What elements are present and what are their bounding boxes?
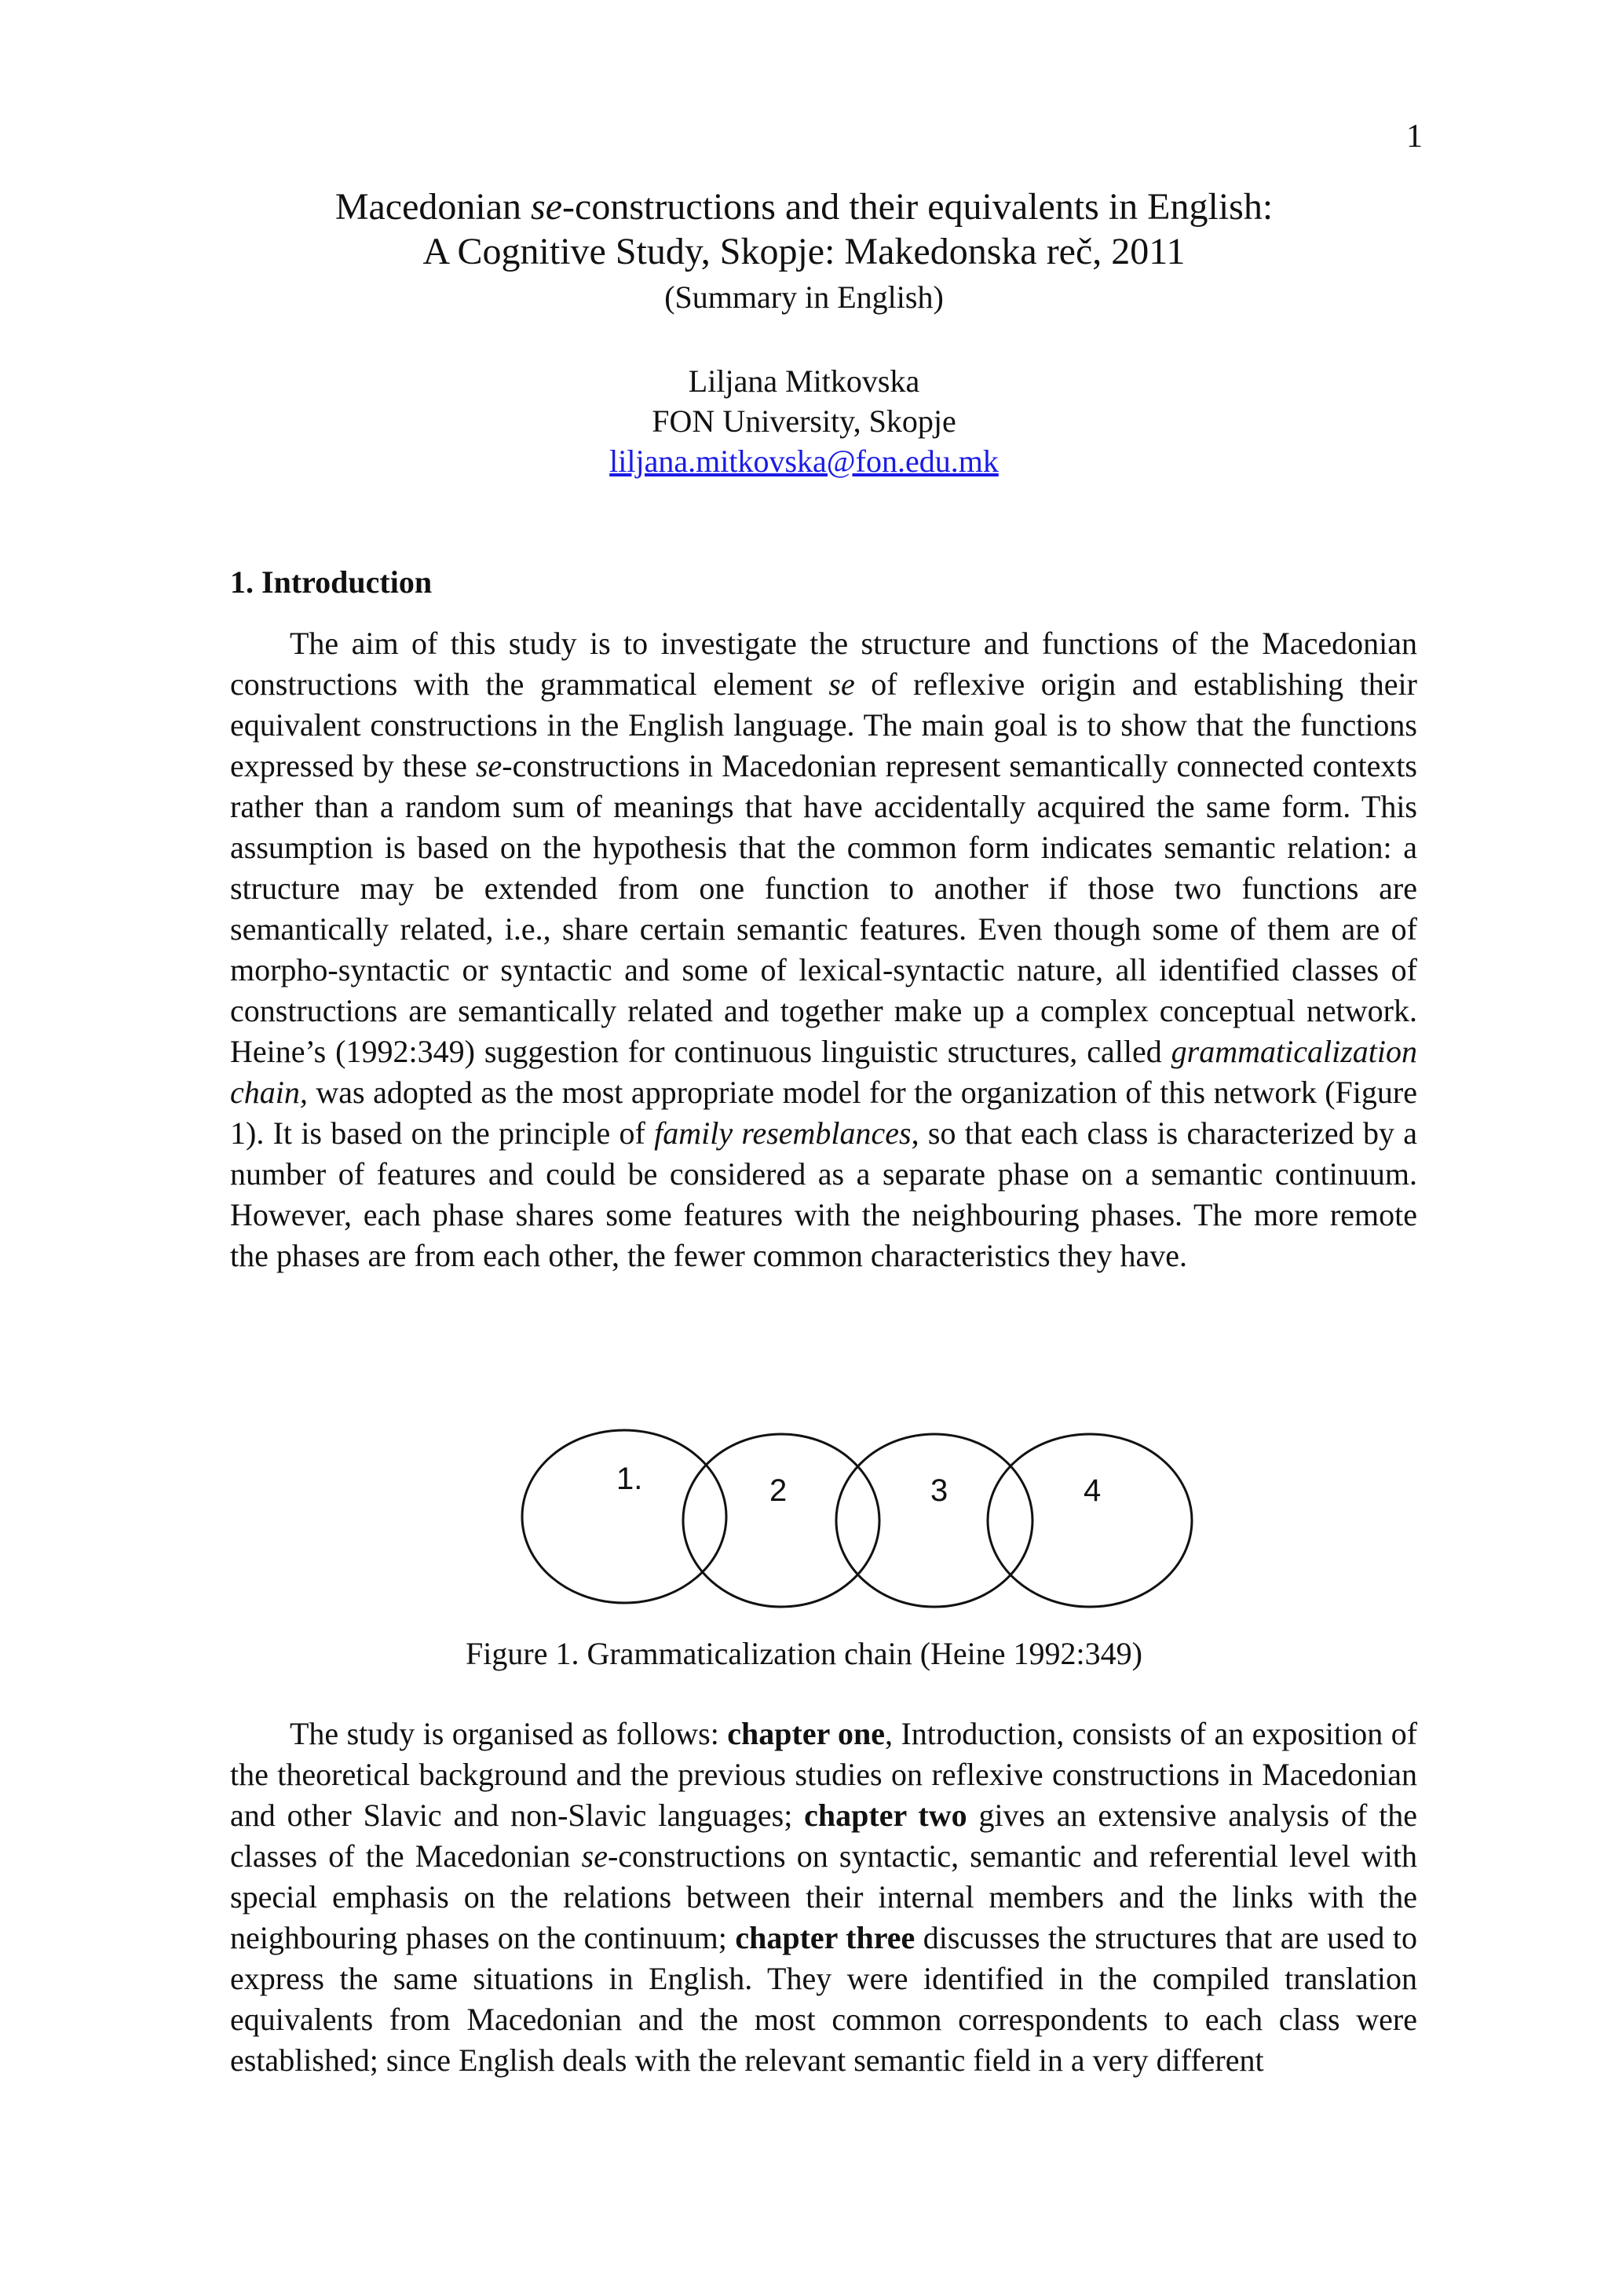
intro-text: , so that each class is characterized by a number of features and could be considered as a separate phase on a semantic continuum. However, each phase shares some features with the neighbouring phases. The more remote the phases are from each other, the fewer common characteristics they have.: [230, 1115, 1417, 1273]
author-email-link[interactable]: liljana.mitkovska@fon.edu.mk: [609, 444, 999, 479]
study-italic: se: [581, 1838, 608, 1874]
study-text: , Introduction, consists of an exposition of the theoretical background and the previous studies on reflexive constructions in Macedonian and other Slavic and non-Slavic languages;: [230, 1716, 1418, 1833]
study-bold: chapter three: [735, 1920, 915, 1955]
chain-circle-3: [836, 1434, 1032, 1607]
intro-text: was adopted as the most appropriate model for the organization of this network (Figure 1). It is based on the principle of: [230, 1075, 1417, 1151]
study-text: -constructions on syntactic, semantic and referential level with special emphasis on the relations between their internal members and the links with the neighbouring phases on the continuum;: [230, 1838, 1417, 1955]
paper-subtitle: (Summary in English): [664, 279, 944, 315]
title-line-1: [0, 184, 1608, 229]
author-block: [0, 361, 1608, 481]
chain-circle-4: [988, 1434, 1192, 1607]
study-text: gives an extensive analysis of the classes of the Macedonian: [230, 1798, 1418, 1874]
paper-title: [0, 184, 1608, 274]
chain-label-2: 2: [769, 1473, 788, 1508]
intro-italic: family resemblances: [654, 1115, 912, 1151]
page-number: 1: [1406, 119, 1423, 155]
author-affiliation: FON University, Skopje: [652, 403, 956, 439]
title-italic-se: se: [531, 186, 563, 228]
study-text: discusses the structures that are used to express the same situations in English. They were identified in the compiled translation equivalents from Macedonian and the most common correspondents to each class were established; since English deals with the relevant semantic field in a very different: [230, 1920, 1417, 2078]
intro-text: The aim of this study is to investigate the structure and functions of the Macedonian constructions with the grammatical element: [230, 626, 1417, 702]
title-text: -constructions and their equivalents in English:: [562, 186, 1274, 228]
intro-text: of reflexive origin and establishing their equivalent constructions in the English language. The main goal is to show that the functions expressed by these: [230, 666, 1417, 783]
study-text: The study is organised as follows:: [290, 1716, 728, 1751]
grammaticalization-chain-figure: [518, 1426, 1209, 1615]
study-bold: chapter one: [727, 1716, 886, 1751]
chain-circle-1: [522, 1430, 726, 1603]
chain-label-4: 4: [1084, 1473, 1102, 1508]
title-text: Macedonian: [334, 186, 532, 228]
study-bold: chapter two: [804, 1798, 967, 1833]
author-name: Liljana Mitkovska: [688, 363, 920, 399]
intro-text: -constructions in Macedonian represent semantically connected contexts rather than a random sum of meanings that have accidentally acquired the same form. This assumption is based on the hypothesis that the common form indicates semantic relation: a structure may be extended from one function to another if those two functions are semantically related, i.e., share certain semantic features. Even though some of them are of morpho-syntactic or syntactic and some of lexical-syntactic nature, all identified classes of constructions are semantically related and together make up a complex conceptual network. Heine’s (1992:349) suggestion for continuous linguistic structures, called: [230, 748, 1418, 1069]
chain-label-1: 1.: [616, 1462, 643, 1496]
study-paragraph: [230, 1714, 1417, 2081]
section-heading: 1. Introduction: [230, 564, 433, 600]
intro-italic: grammaticalization chain,: [230, 1034, 1417, 1110]
figure-caption: Figure 1. Grammaticalization chain (Heine 1992:349): [466, 1636, 1142, 1671]
chain-label-3: 3: [930, 1473, 948, 1508]
intro-paragraph: [230, 623, 1417, 1276]
chain-circle-2: [683, 1434, 879, 1607]
title-line-2: A Cognitive Study, Skopje: Makedonska reč, 2011: [422, 231, 1186, 272]
intro-italic: se: [475, 748, 502, 783]
intro-italic: se: [828, 666, 855, 702]
